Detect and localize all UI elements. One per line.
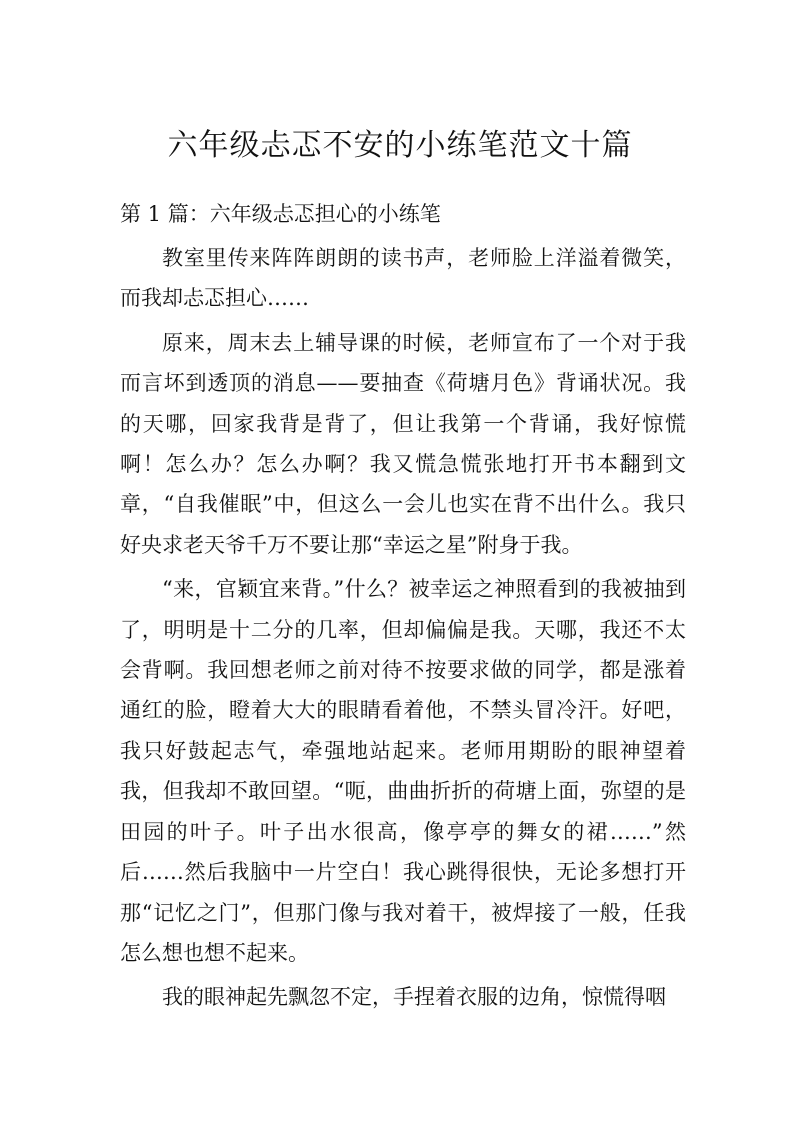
paragraph-1: 教室里传来阵阵朗朗的读书声，老师脸上洋溢着微笑，而我却忐忑担心…… xyxy=(120,246,686,311)
document-body xyxy=(120,238,686,1018)
document-title: 六年级忐忑不安的小练笔范文十篇 xyxy=(167,128,633,163)
paragraph-2: 原来，周末去上辅导课的时候，老师宣布了一个对于我而言坏到透顶的消息——要抽查《荷塘月色》背诵状况。我的天哪，回家我背是背了，但让我第一个背诵，我好惊慌啊！怎么办？怎么办啊？我又慌急慌张地打开书本翻到文章，“自我催眠”中，但这么一会儿也实在背不出什么。我只好央求老天爷千万不要让那“幸运之星”附身于我。 xyxy=(120,330,686,557)
paragraph-3: “来，官颖宜来背。”什么？被幸运之神照看到的我被抽到了，明明是十二分的几率，但却偏偏是我。天哪，我还不太会背啊。我回想老师之前对待不按要求做的同学，都是涨着通红的脸，瞪着大大的眼睛看着他，不禁头冒冷汗。好吧，我只好鼓起志气，牵强地站起来。老师用期盼的眼神望着我，但我却不敢回望。“呃，曲曲折折的荷塘上面，弥望的是田园的叶子。叶子出水很高，像亭亭的舞女的裙……”然后……然后我脑中一片空白！我心跳得很快，无论多想打开那“记忆之门”，但那门像与我对着干，被焊接了一般，任我怎么想也想不起来。 xyxy=(120,577,686,965)
section-heading: 第 1 篇：六年级忐忑担心的小练笔 xyxy=(120,202,441,226)
paragraph-4: 我的眼神起先飘忽不定，手捏着衣服的边角，惊慌得咽 xyxy=(162,985,666,1010)
